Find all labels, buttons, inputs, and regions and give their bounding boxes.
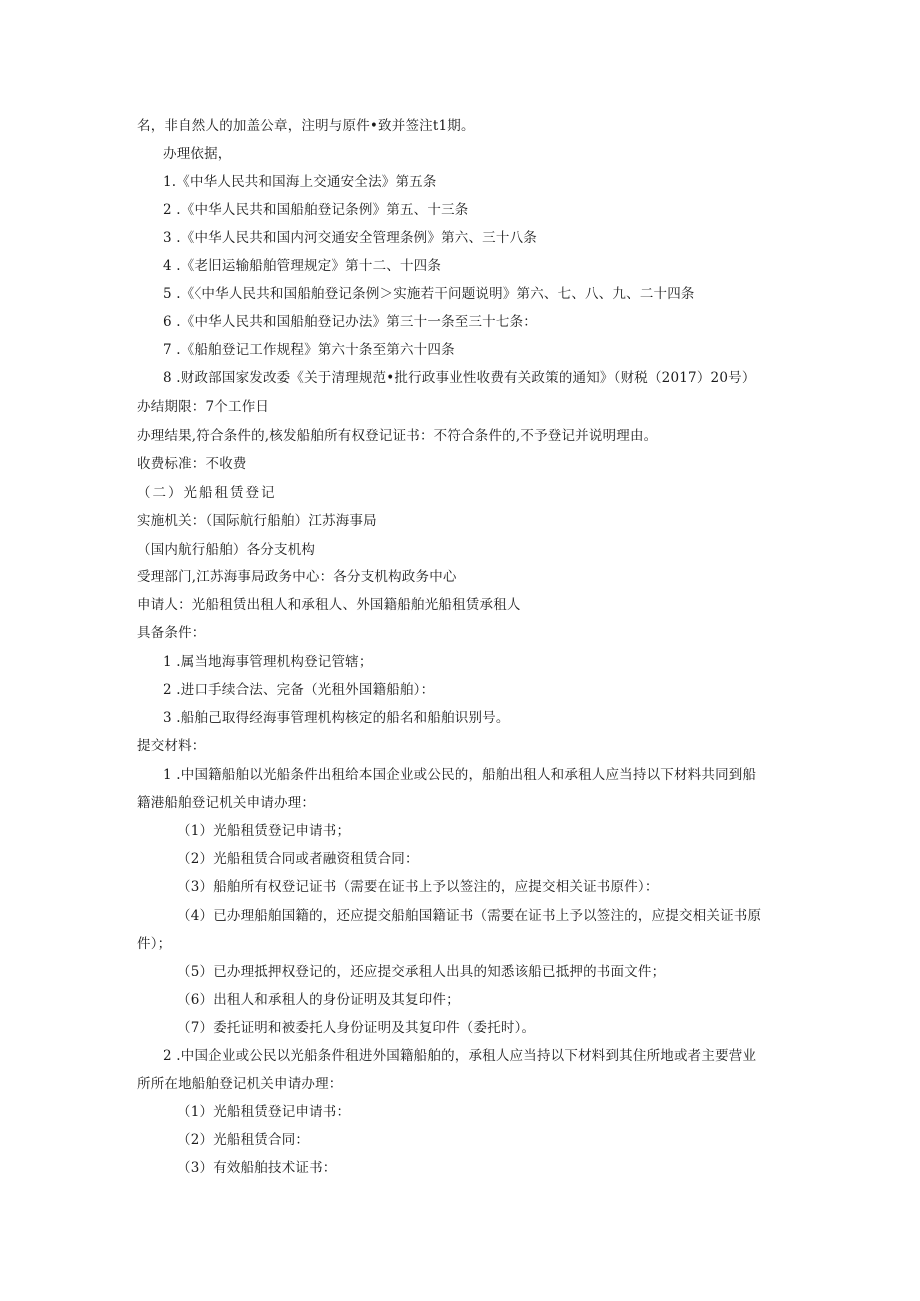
list-item: 8 .财政部国家发改委《关于清理规范•批行政事业性收费有关政策的通知》（财税（2017）20号） — [163, 370, 756, 386]
sub-list-item: （3）有效船舶技术证书： — [177, 1160, 337, 1176]
section-heading: （二）光船租赁登记 — [137, 485, 277, 501]
text-line: 具备条件： — [137, 625, 206, 641]
text-line: 办理结果,符合条件的,核发船舶所有权登记证书：不符合条件的,不予登记并说明理由。 — [137, 428, 658, 444]
text-line: 所所在地船舶登记机关申请办理： — [137, 1076, 343, 1092]
text-line: 申请人：光船租赁出租人和承租人、外国籍船舶光船租赁承租人 — [137, 597, 521, 613]
sub-list-item: （3）船舶所有权登记证书（需要在证书上予以签注的，应提交相关证书原件）： — [177, 879, 659, 895]
list-item: 5 .《〈中华人民共和国船舶登记条例＞实施若干问题说明》第六、七、八、九、二十四条 — [163, 286, 695, 302]
text-line: 办结期限：7个工作日 — [137, 399, 270, 415]
text-line: （国内航行船舶）各分支机构 — [137, 542, 316, 558]
text-line: 名，非自然人的加盖公章，注明与原件•致并签注t1期。 — [137, 118, 475, 134]
list-item: 6 .《中华人民共和国船舶登记办法》第三十一条至三十七条： — [163, 314, 537, 330]
list-item: 1 .中国籍船舶以光船条件出租给本国企业或公民的，船舶出租人和承租人应当持以下材料共同到船 — [163, 767, 757, 783]
sub-list-item: （7）委托证明和被委托人身份证明及其复印件（委托时）。 — [177, 1020, 536, 1036]
sub-list-item: （1）光船租赁登记申请书； — [177, 823, 351, 839]
text-line: 受理部门,江苏海事局政务中心：各分支机构政务中心 — [137, 569, 457, 585]
text-line: 办理依据， — [163, 146, 232, 162]
sub-list-item: （1）光船租赁登记申请书： — [177, 1104, 351, 1120]
text-line: 提交材料： — [137, 738, 206, 754]
list-item: 1.《中华人民共和国海上交通安全法》第五条 — [163, 174, 437, 190]
list-item: 2 .中国企业或公民以光船条件租进外国籍船舶的，承租人应当持以下材料到其住所地或者主要营业 — [163, 1048, 757, 1064]
list-item: 2 .进口手续合法、完备（光租外国籍船舶）： — [163, 682, 435, 698]
list-item: 2 .《中华人民共和国船舶登记条例》第五、十三条 — [163, 202, 469, 218]
list-item: 1 .属当地海事管理机构登记管辖； — [163, 654, 373, 670]
text-line: 件）； — [137, 936, 172, 952]
list-item: 7 .《船舶登记工作规程》第六十条至第六十四条 — [163, 342, 455, 358]
text-line: 收费标准：不收费 — [137, 456, 247, 472]
sub-list-item: （2）光船租赁合同： — [177, 1132, 310, 1148]
text-line: 实施机关：（国际航行船舶）江苏海事局 — [137, 513, 377, 529]
list-item: 3 .《中华人民共和国内河交通安全管理条例》第六、三十八条 — [163, 230, 537, 246]
sub-list-item: （4）已办理船舶国籍的，还应提交船舶国籍证书（需要在证书上予以签注的，应提交相关证书原 — [177, 908, 762, 924]
sub-list-item: （6）出租人和承租人的身份证明及其复印件； — [177, 992, 460, 1008]
list-item: 3 .船舶己取得经海事管理机构核定的船名和船舶识别号。 — [163, 710, 510, 726]
sub-list-item: （2）光船租赁合同或者融资租赁合同： — [177, 851, 419, 867]
list-item: 4 .《老旧运输船舶管理规定》第十二、十四条 — [163, 258, 442, 274]
sub-list-item: （5）已办理抵押权登记的，还应提交承租人出具的知悉该船已抵押的书面文件； — [177, 964, 666, 980]
text-line: 籍港船舶登记机关申请办理： — [137, 795, 316, 811]
